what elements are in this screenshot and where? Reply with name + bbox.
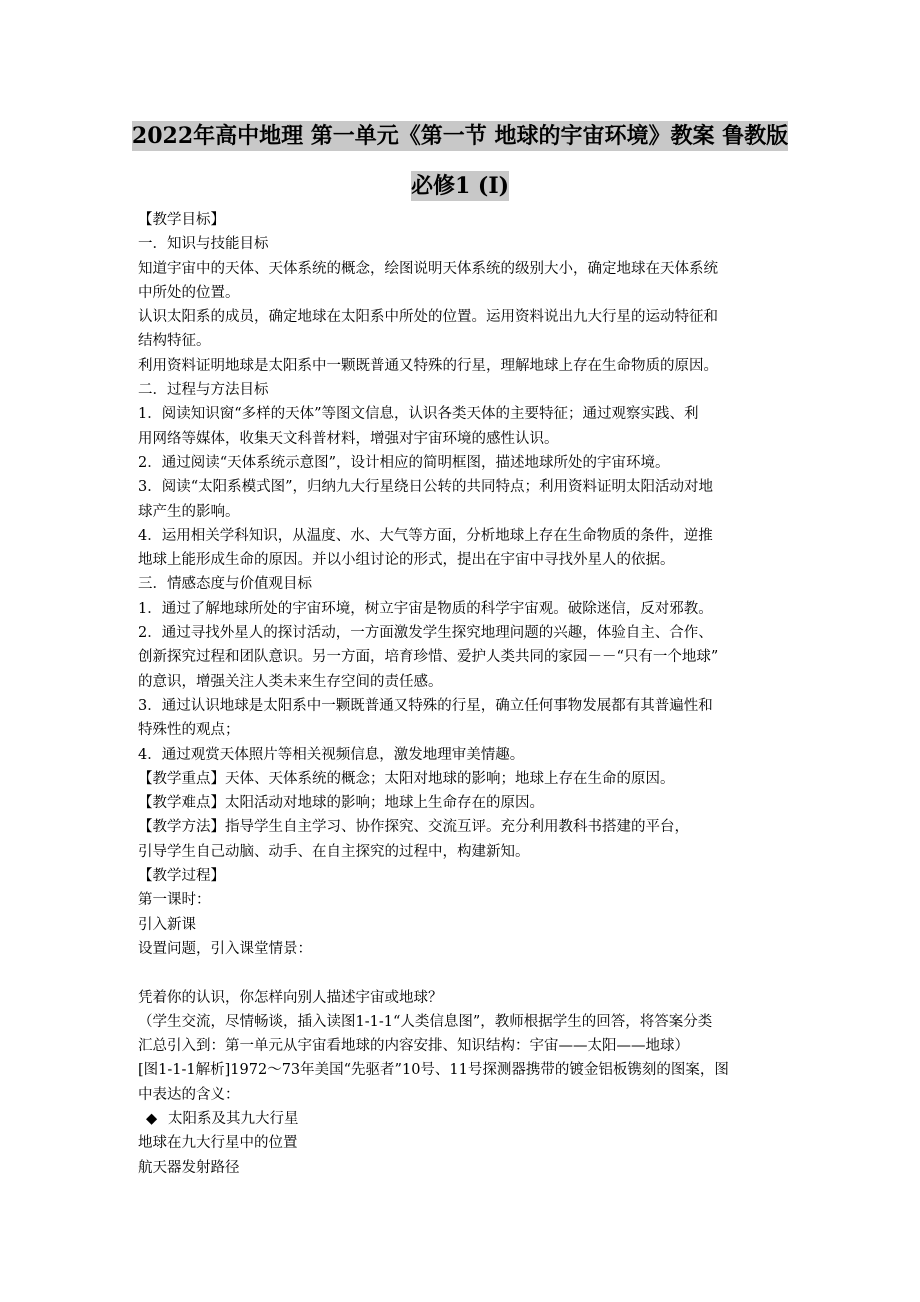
paragraph-line: 2．通过寻找外星人的探讨活动，一方面激发学生探究地理问题的兴趣，体验自主、合作、 [138,625,713,642]
paragraph-line: 利用资料证明地球是太阳系中一颗既普通又特殊的行星，理解地球上存在生命物质的原因。 [138,357,718,374]
document-title-line-1: 2022年高中地理 第一单元《第一节 地球的宇宙环境》教案 鲁教版 [131,123,789,149]
paragraph-line: 地球上能形成生命的原因。并以小组讨论的形式，提出在宇宙中寻找外星人的依据。 [138,552,675,569]
paragraph-line: 一．知识与技能目标 [138,236,269,253]
bullet-item [138,1107,788,1131]
paragraph-line: 【教学过程】 [138,868,225,885]
paragraph-line: 知道宇宙中的天体、天体系统的概念，绘图说明天体系统的级别大小，确定地球在天体系统 [138,260,718,277]
paragraph-line: 1．阅读知识窗“多样的天体”等图文信息，认识各类天体的主要特征；通过观察实践、利 [138,406,699,423]
paragraph-line: 第一课时： [138,892,211,909]
bullet-item-text: 太阳系及其九大行星 [168,1110,299,1127]
paragraph-line: 【教学目标】 [138,212,225,228]
document-body [138,208,788,1180]
paragraph-line: 【教学难点】太阳活动对地球的影响；地球上生命存在的原因。 [138,795,544,812]
paragraph-line: 汇总引入到：第一单元从宇宙看地球的内容安排、知识结构：宇宙——太阳——地球） [138,1038,689,1055]
paragraph-line: 球产生的影响。 [138,503,240,520]
paragraph-line: 设置问题，引入课堂情景： [138,940,312,957]
paragraph-line: 三．情感态度与价值观目标 [138,576,312,593]
paragraph-line: 【教学重点】天体、天体系统的概念；太阳对地球的影响；地球上存在生命的原因。 [138,770,675,787]
paragraph-line: 的意识，增强关注人类未来生存空间的责任感。 [138,673,443,690]
paragraph-line: 4．通过观赏天体照片等相关视频信息，激发地理审美情趣。 [138,746,525,763]
paragraph-line: 引导学生自己动脑、动手、在自主探究的过程中，构建新知。 [138,843,530,860]
paragraph-line: 地球在九大行星中的位置 [138,1135,298,1152]
paragraph-line: 结构特征。 [138,333,211,350]
paragraph-line: 3．阅读“太阳系模式图”，归纳九大行星绕日公转的共同特点；利用资料证明太阳活动对地 [138,479,714,496]
paragraph-line: 创新探究过程和团队意识。另一方面，培育珍惜、爱护人类共同的家园－－“只有一个地球” [138,649,719,666]
paragraph-line: 航天器发射路径 [138,1159,240,1176]
paragraph-line: 1．通过了解地球所处的宇宙环境，树立宇宙是物质的科学宇宙观。破除迷信，反对邪教。 [138,600,713,617]
paragraph-line [138,961,788,985]
paragraph-line: 2．通过阅读“天体系统示意图”，设计相应的简明框图，描述地球所处的宇宙环境。 [138,454,670,471]
document-title-line-2: 必修1 (I) [410,173,510,199]
paragraph-line: 二．过程与方法目标 [138,382,269,399]
paragraph-line: 【教学方法】指导学生自主学习、协作探究、交流互评。充分利用教科书搭建的平台， [138,819,689,836]
paragraph-line: 引入新课 [138,916,196,933]
paragraph-line: 凭着你的认识，你怎样向别人描述宇宙或地球？ [138,989,443,1006]
paragraph-line: 中所处的位置。 [138,284,240,301]
paragraph-line: 中表达的含义： [138,1086,240,1103]
paragraph-line: （学生交流，尽情畅谈，插入读图1-1-1“人类信息图”，教师根据学生的回答，将答案分类 [138,1013,713,1030]
paragraph-line: 4．运用相关学科知识，从温度、水、大气等方面，分析地球上存在生命物质的条件，逆推 [138,527,713,544]
paragraph-line: 特殊性的观点； [138,722,240,739]
diamond-bullet-icon: ◆ [146,1110,158,1127]
paragraph-line: 用网络等媒体，收集天文科普材料，增强对宇宙环境的感性认识。 [138,430,559,447]
paragraph-line: 3．通过认识地球是太阳系中一颗既普通又特殊的行星，确立任何事物发展都有其普遍性和 [138,697,713,714]
paragraph-line: [图1-1-1解析]1972～73年美国“先驱者”10号、11号探测器携带的镀金铝板镌刻的图案，图 [138,1062,729,1079]
paragraph-line: 认识太阳系的成员，确定地球在太阳系中所处的位置。运用资料说出九大行星的运动特征和 [138,309,718,326]
